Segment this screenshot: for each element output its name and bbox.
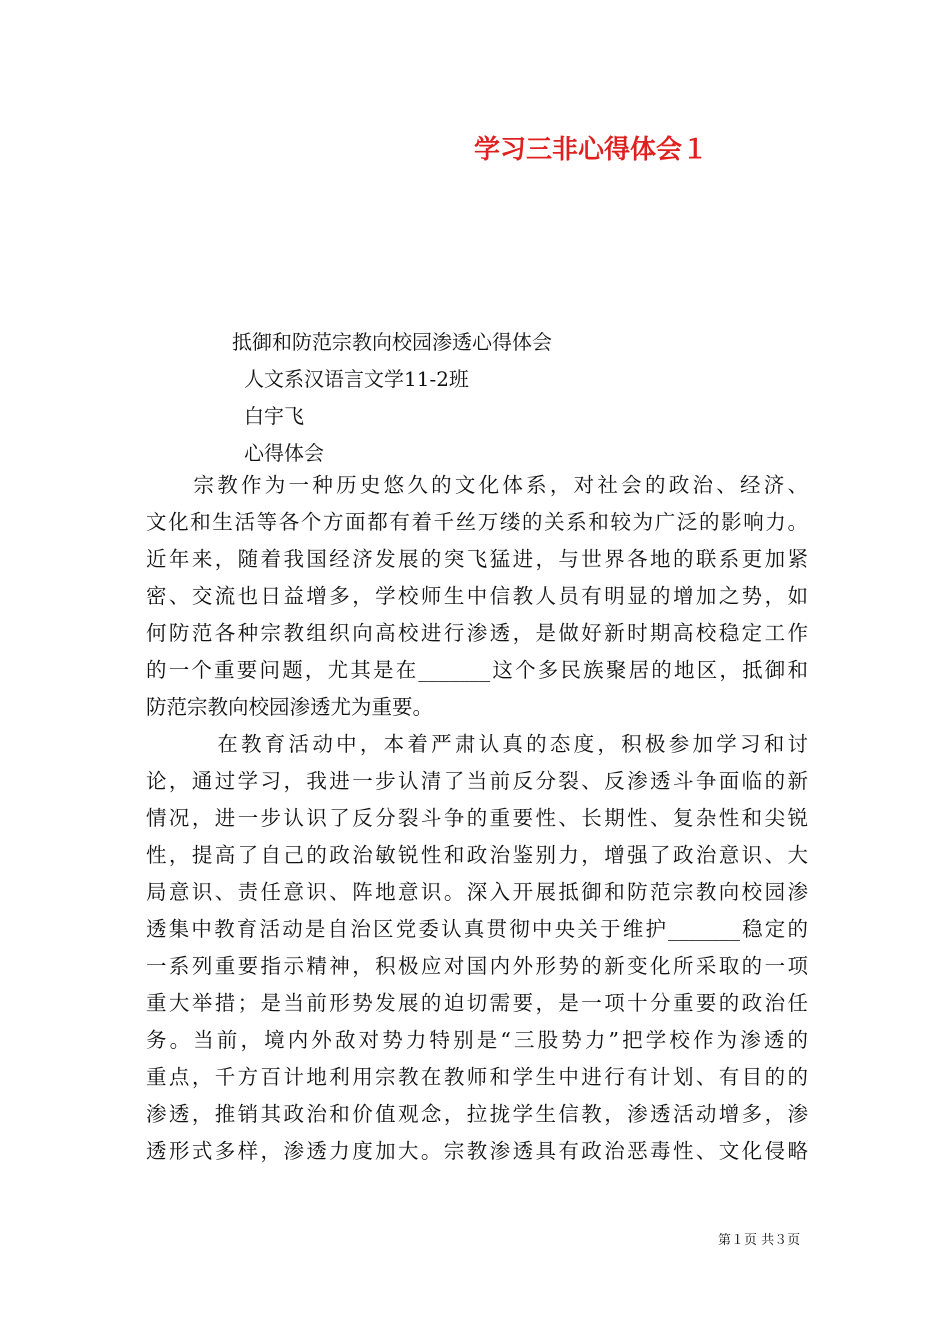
paragraph-1-line: 防范宗教向校园渗透尤为重要。 [146,695,433,719]
paragraph-1-line: 宗教作为一种历史悠久的文化体系，对社会的政治、经济、 [146,473,808,497]
paragraph-2-line: 情况，进一步认识了反分裂斗争的重要性、长期性、复杂性和尖锐 [146,806,808,830]
paragraph-2-line: 透形式多样，渗透力度加大。宗教渗透具有政治恶毒性、文化侵略 [146,1139,808,1163]
paragraph-1-line: 的一个重要问题，尤其是在_______这个多民族聚居的地区，抵御和 [146,658,808,682]
paragraph-2-line: 论，通过学习，我进一步认清了当前反分裂、反渗透斗争面临的新 [146,769,808,793]
paragraph-2-line: 重点，千方百计地利用宗教在教师和学生中进行有计划、有目的的 [146,1065,808,1089]
paragraph-2-line: 在教育活动中，本着严肃认真的态度，积极参加学习和讨 [146,732,808,756]
paragraph-1-line: 密、交流也日益增多，学校师生中信教人员有明显的增加之势，如 [146,584,808,608]
paragraph-2-line: 一系列重要指示精神，积极应对国内外形势的新变化所采取的一项 [146,954,808,978]
paragraph-2-line: 重大举措；是当前形势发展的迫切需要，是一项十分重要的政治任 [146,991,808,1015]
paragraph-1-line: 文化和生活等各个方面都有着千丝万缕的关系和较为广泛的影响力。 [146,510,808,534]
paragraph-1-line: 近年来，随着我国经济发展的突飞猛进，与世界各地的联系更加紧 [146,547,808,571]
paragraph-2-line: 性，提高了自己的政治敏锐性和政治鉴别力，增强了政治意识、大 [146,843,808,867]
paragraph-2-line: 务。当前，境内外敌对势力特别是“三股势力”把学校作为渗透的 [146,1028,808,1052]
paragraph-1-line: 何防范各种宗教组织向高校进行渗透，是做好新时期高校稳定工作 [146,621,808,645]
section-heading: 心得体会 [244,441,324,465]
document-subtitle: 抵御和防范宗教向校园渗透心得体会 [232,330,552,354]
paragraph-2-line: 局意识、责任意识、阵地意识。深入开展抵御和防范宗教向校园渗 [146,880,808,904]
paragraph-2-line: 透集中教育活动是自治区党委认真贯彻中央关于维护_______稳定的 [146,917,808,941]
page-footer: 第１页 共３页 [718,1233,801,1248]
paragraph-2-line: 渗透，推销其政治和价值观念，拉拢学生信教，渗透活动增多，渗 [146,1102,808,1126]
author-name: 白宇飞 [244,404,304,428]
document-title: 学习三非心得体会１ [474,135,709,165]
class-info: 人文系汉语言文学11-2班 [244,367,469,391]
